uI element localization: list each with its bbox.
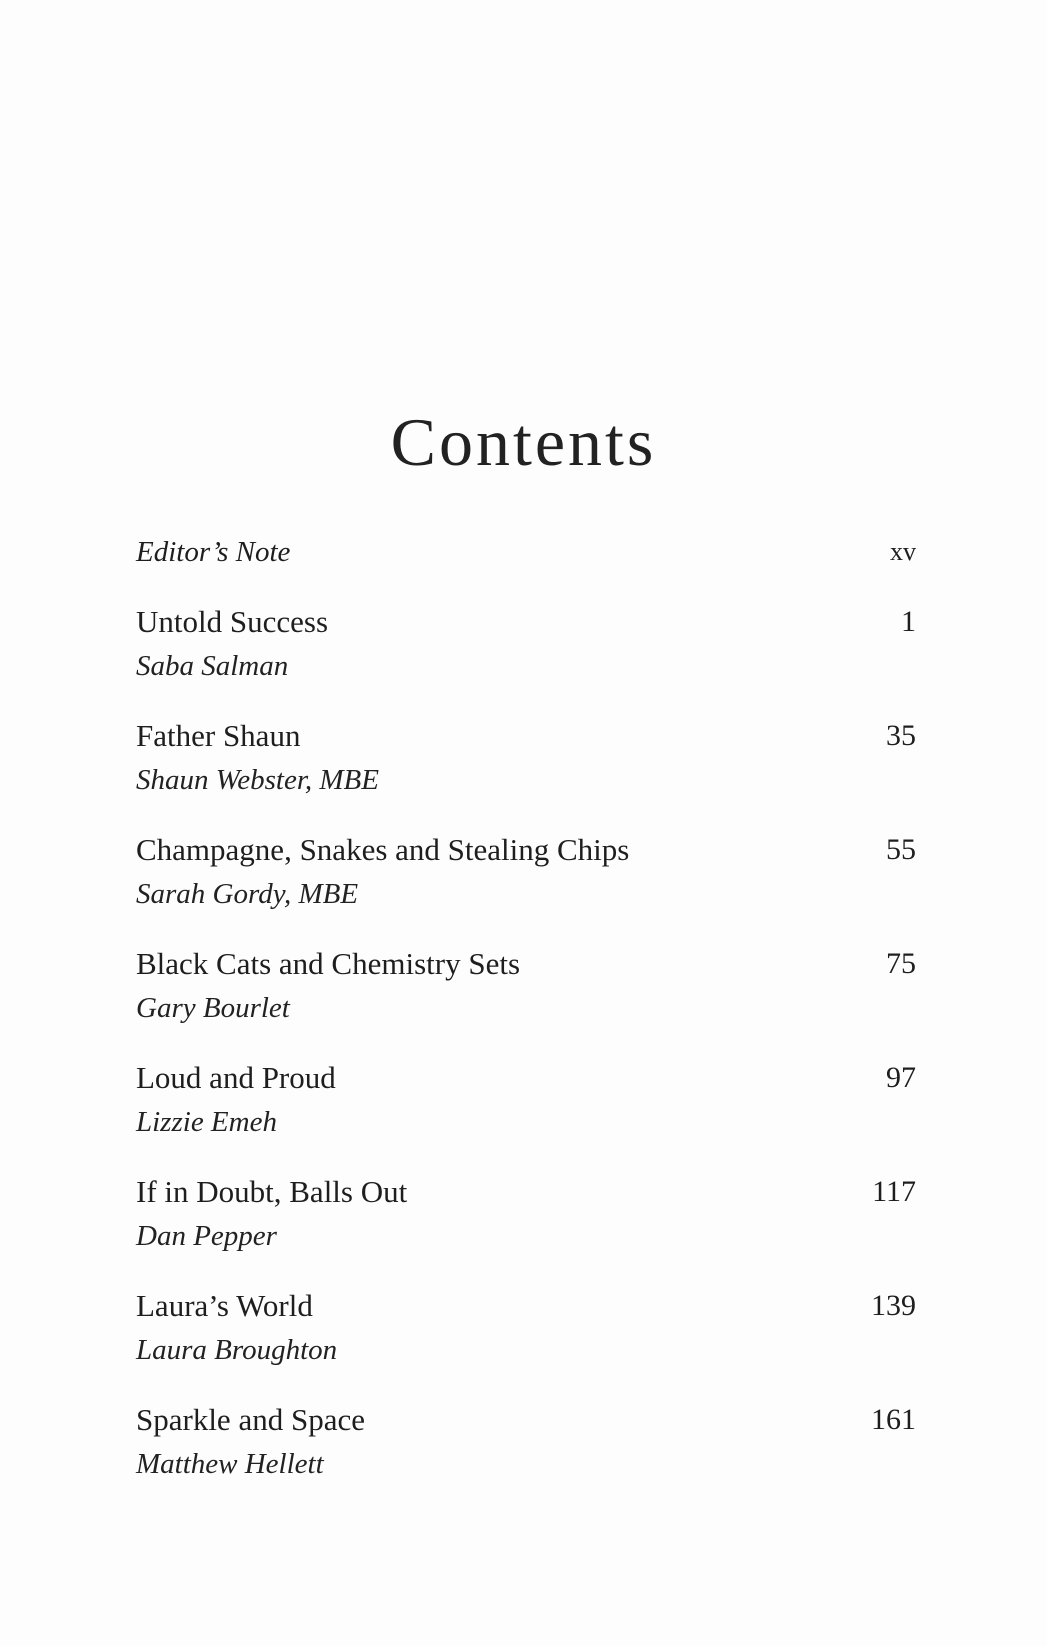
table-of-contents [136, 532, 916, 1514]
toc-entry-title: Champagne, Snakes and Stealing Chips [136, 832, 630, 867]
toc-entry [136, 1286, 916, 1370]
toc-entry-author: Matthew Hellett [136, 1448, 324, 1480]
toc-entry-author: Saba Salman [136, 650, 289, 682]
toc-entry-author: Sarah Gordy, MBE [136, 878, 359, 910]
toc-entry-title: Laura’s World [136, 1288, 313, 1323]
toc-entry-author: Gary Bourlet [136, 992, 290, 1024]
toc-entry [136, 1400, 916, 1484]
toc-entry-editors-note [136, 532, 916, 572]
toc-entry [136, 944, 916, 1028]
toc-entry [136, 1058, 916, 1142]
toc-entry-page-number: 35 [886, 719, 916, 752]
toc-entry-page-number: 75 [886, 947, 916, 980]
toc-entry-author: Laura Broughton [136, 1334, 338, 1366]
toc-entry-page-number: 97 [886, 1061, 916, 1094]
toc-entry-author: Shaun Webster, MBE [136, 764, 379, 796]
toc-entry [136, 716, 916, 800]
page-title: Contents [390, 404, 657, 480]
toc-entry-page-number: xv [890, 537, 916, 566]
toc-entry-title: Loud and Proud [136, 1060, 336, 1095]
toc-entry [136, 1172, 916, 1256]
toc-entry-author: Dan Pepper [136, 1220, 277, 1252]
toc-entry-title: Father Shaun [136, 718, 301, 753]
toc-entry [136, 602, 916, 686]
toc-entry-page-number: 55 [886, 833, 916, 866]
toc-entry-title: Black Cats and Chemistry Sets [136, 946, 521, 981]
toc-entry-title: Untold Success [136, 604, 329, 639]
toc-entry-title: Sparkle and Space [136, 1402, 365, 1437]
toc-entry [136, 830, 916, 914]
toc-entry-page-number: 161 [871, 1403, 916, 1436]
toc-entry-author: Lizzie Emeh [136, 1106, 277, 1138]
toc-entry-page-number: 1 [901, 605, 916, 638]
toc-entry-page-number: 139 [871, 1289, 916, 1322]
toc-entry-title: Editor’s Note [136, 536, 291, 568]
toc-entry-page-number: 117 [872, 1175, 916, 1208]
toc-entry-title: If in Doubt, Balls Out [136, 1174, 408, 1209]
